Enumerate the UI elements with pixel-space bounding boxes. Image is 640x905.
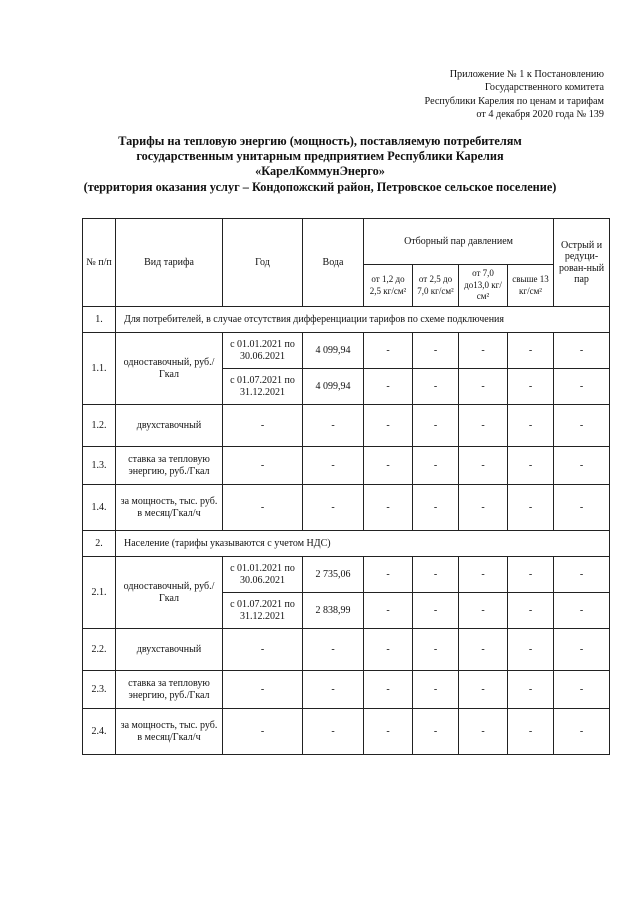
- header-num: № п/п: [83, 219, 116, 307]
- period-cell: с 01.01.2021 по 30.06.2021: [223, 333, 303, 369]
- dash-cell: -: [459, 447, 508, 485]
- dash-cell: -: [554, 557, 610, 593]
- row-type: за мощность, тыс. руб. в месяц/Гкал/ч: [116, 709, 223, 755]
- header-sharp-steam: Острый и редуци-рован-ный пар: [554, 219, 610, 307]
- water-value: 2 735,06: [303, 557, 364, 593]
- row-type: ставка за тепловую энергию, руб./Гкал: [116, 671, 223, 709]
- dash-cell: -: [364, 405, 413, 447]
- dash-cell: -: [303, 447, 364, 485]
- row-type: за мощность, тыс. руб. в месяц/Гкал/ч: [116, 485, 223, 531]
- dash-cell: -: [508, 671, 554, 709]
- dash-cell: -: [508, 405, 554, 447]
- document-title: [60, 134, 580, 195]
- dash-cell: -: [459, 369, 508, 405]
- dash-cell: -: [554, 447, 610, 485]
- dash-cell: -: [413, 629, 459, 671]
- header-pressure-4: свыше 13 кг/см²: [508, 265, 554, 307]
- dash-cell: -: [459, 593, 508, 629]
- dash-cell: -: [364, 593, 413, 629]
- dash-cell: -: [364, 557, 413, 593]
- row-type: двухставочный: [116, 629, 223, 671]
- dash-cell: -: [508, 709, 554, 755]
- dash-cell: -: [459, 629, 508, 671]
- section-num: 1.: [83, 307, 116, 333]
- section-title: Для потребителей, в случае отсутствия дифференциации тарифов по схеме подключения: [116, 307, 610, 333]
- dash-cell: -: [303, 629, 364, 671]
- dash-cell: -: [554, 629, 610, 671]
- dash-cell: -: [364, 369, 413, 405]
- section-row: [83, 307, 610, 333]
- dash-cell: -: [223, 709, 303, 755]
- dash-cell: -: [413, 593, 459, 629]
- table-row: [83, 485, 610, 531]
- dash-cell: -: [508, 447, 554, 485]
- water-value: 4 099,94: [303, 333, 364, 369]
- dash-cell: -: [554, 369, 610, 405]
- table-row: [83, 447, 610, 485]
- dash-cell: -: [554, 405, 610, 447]
- dash-cell: -: [223, 485, 303, 531]
- dash-cell: -: [508, 369, 554, 405]
- dash-cell: -: [364, 629, 413, 671]
- dash-cell: -: [303, 671, 364, 709]
- appendix-line: Приложение № 1 к Постановлению: [449, 69, 604, 80]
- dash-cell: -: [223, 629, 303, 671]
- period-cell: с 01.07.2021 по 31.12.2021: [223, 593, 303, 629]
- appendix-line: от 4 декабря 2020 года № 139: [476, 108, 604, 120]
- section-num: 2.: [83, 531, 116, 557]
- row-num: 2.1.: [83, 557, 116, 629]
- row-num: 2.4.: [83, 709, 116, 755]
- row-num: 1.1.: [83, 333, 116, 405]
- dash-cell: -: [364, 485, 413, 531]
- dash-cell: -: [303, 485, 364, 531]
- appendix-block: [344, 68, 604, 121]
- header-type: Вид тарифа: [116, 219, 223, 307]
- row-num: 1.3.: [83, 447, 116, 485]
- dash-cell: -: [223, 405, 303, 447]
- header-water: Вода: [303, 219, 364, 307]
- row-type: двухставочный: [116, 405, 223, 447]
- dash-cell: -: [364, 333, 413, 369]
- dash-cell: -: [303, 405, 364, 447]
- row-num: 2.3.: [83, 671, 116, 709]
- dash-cell: -: [364, 709, 413, 755]
- title-line: (территория оказания услуг – Кондопожский район, Петровское сельское поселение): [83, 179, 557, 194]
- dash-cell: -: [554, 485, 610, 531]
- dash-cell: -: [223, 447, 303, 485]
- dash-cell: -: [508, 333, 554, 369]
- period-cell: с 01.01.2021 по 30.06.2021: [223, 557, 303, 593]
- dash-cell: -: [413, 405, 459, 447]
- dash-cell: -: [303, 709, 364, 755]
- header-pressure-1: от 1,2 до 2,5 кг/см²: [364, 265, 413, 307]
- dash-cell: -: [459, 485, 508, 531]
- dash-cell: -: [413, 485, 459, 531]
- dash-cell: -: [364, 447, 413, 485]
- header-pressure-2: от 2,5 до 7,0 кг/см²: [413, 265, 459, 307]
- dash-cell: -: [554, 333, 610, 369]
- dash-cell: -: [508, 557, 554, 593]
- dash-cell: -: [223, 671, 303, 709]
- tariff-table-body: [83, 307, 610, 755]
- dash-cell: -: [459, 333, 508, 369]
- table-row: [83, 671, 610, 709]
- table-row: [83, 629, 610, 671]
- dash-cell: -: [413, 671, 459, 709]
- section-title: Население (тарифы указываются с учетом НДС): [116, 531, 610, 557]
- title-line: Тарифы на тепловую энергию (мощность), поставляемую потребителям: [118, 134, 522, 148]
- dash-cell: -: [508, 593, 554, 629]
- table-row: [83, 557, 610, 593]
- row-type: одноставочный, руб./Гкал: [116, 557, 223, 629]
- dash-cell: -: [413, 557, 459, 593]
- row-num: 1.2.: [83, 405, 116, 447]
- dash-cell: -: [554, 709, 610, 755]
- header-steam: Отборный пар давлением: [364, 219, 554, 265]
- dash-cell: -: [413, 333, 459, 369]
- row-type: ставка за тепловую энергию, руб./Гкал: [116, 447, 223, 485]
- dash-cell: -: [554, 593, 610, 629]
- title-line: «КарелКоммунЭнерго»: [255, 164, 385, 179]
- appendix-line: Республики Карелия по ценам и тарифам: [424, 95, 604, 107]
- dash-cell: -: [459, 709, 508, 755]
- row-num: 1.4.: [83, 485, 116, 531]
- period-cell: с 01.07.2021 по 31.12.2021: [223, 369, 303, 405]
- row-type: одноставочный, руб./Гкал: [116, 333, 223, 405]
- dash-cell: -: [413, 369, 459, 405]
- appendix-line: Государственного комитета: [484, 82, 604, 94]
- header-pressure-3: от 7,0 до13,0 кг/см²: [459, 265, 508, 307]
- row-num: 2.2.: [83, 629, 116, 671]
- dash-cell: -: [459, 557, 508, 593]
- dash-cell: -: [508, 629, 554, 671]
- dash-cell: -: [413, 447, 459, 485]
- water-value: 4 099,94: [303, 369, 364, 405]
- dash-cell: -: [413, 709, 459, 755]
- dash-cell: -: [459, 671, 508, 709]
- header-year: Год: [223, 219, 303, 307]
- table-row: [83, 709, 610, 755]
- dash-cell: -: [459, 405, 508, 447]
- dash-cell: -: [554, 671, 610, 709]
- table-row: [83, 405, 610, 447]
- table-row: [83, 333, 610, 369]
- tariff-table: [82, 218, 610, 755]
- dash-cell: -: [508, 485, 554, 531]
- dash-cell: -: [364, 671, 413, 709]
- section-row: [83, 531, 610, 557]
- water-value: 2 838,99: [303, 593, 364, 629]
- title-line: государственным унитарным предприятием Республики Карелия: [136, 149, 504, 164]
